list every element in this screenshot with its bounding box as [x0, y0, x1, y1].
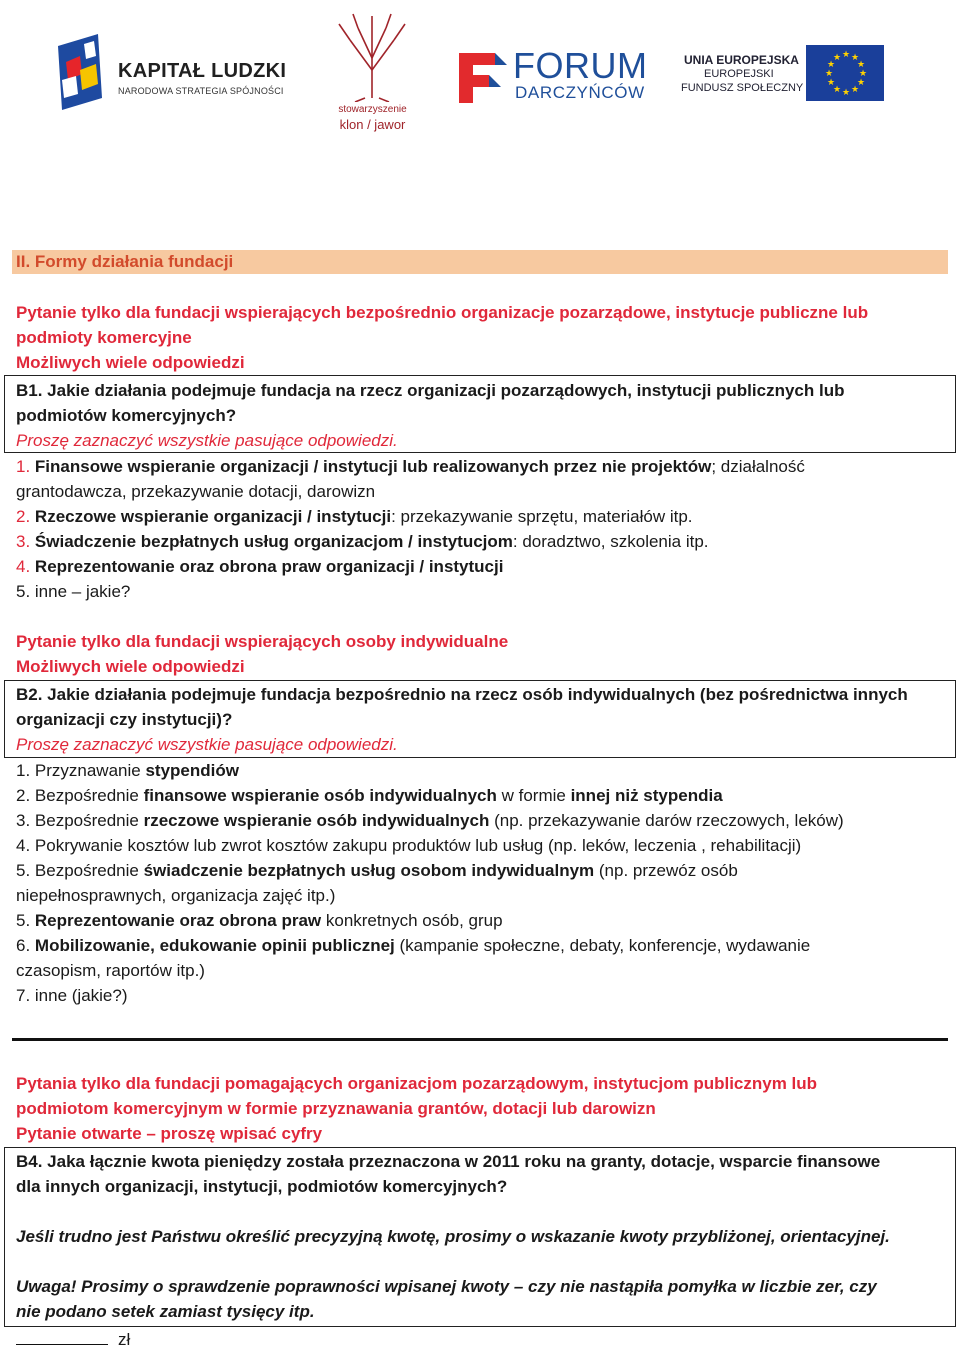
kapital-ludzki-subtitle: NARODOWA STRATEGIA SPÓJNOŚCI: [118, 86, 284, 96]
b1-note-line2: podmioty komercyjne: [16, 328, 192, 347]
ue-line1: UNIA EUROPEJSKA: [684, 53, 799, 67]
b4-question-line2: dla innych organizacji, instytucji, podmiotów komercyjnych?: [16, 1177, 508, 1196]
b1-option-3-bold: Świadczenie bezpłatnych usług organizacjom / instytucjom: [34, 532, 513, 551]
svg-text:★: ★: [859, 69, 868, 79]
b2-instruction: Proszę zaznaczyć wszystkie pasujące odpowiedzi.: [16, 735, 398, 754]
b2-option-3-bold: rzeczowe wspieranie osób indywidualnych: [143, 811, 490, 830]
b1-note-line1: Pytanie tylko dla fundacji wspierających bezpośrednio organizacje pozarządowe, instytucje publiczne lub: [16, 303, 869, 322]
ue-line2: EUROPEJSKI: [704, 68, 774, 80]
b2-option-2-bold2: innej niż stypendia: [570, 786, 723, 805]
b2-option-5-pre: 5. Bezpośrednie: [16, 861, 144, 880]
b1-option-3-rest: : doradztwo, szkolenia itp.: [512, 532, 709, 551]
b4-note-line3: Pytanie otwarte – proszę wpisać cyfry: [16, 1124, 323, 1143]
tree-icon: [325, 10, 420, 102]
b1-option-2-bold: Rzeczowe wspieranie organizacji / instytucji: [34, 507, 392, 526]
b2-option-5[interactable]: [16, 858, 738, 883]
b2-option-6-pre: 5.: [16, 911, 35, 930]
forum-line1: FORUM: [513, 45, 648, 86]
b2-option-2[interactable]: [16, 783, 723, 808]
svg-text:★: ★: [851, 53, 860, 63]
b4-warning-line1: Uwaga! Prosimy o sprawdzenie poprawności wpisanej kwoty – czy nie nastąpiła pomyłka w liczbie zer, czy: [16, 1277, 877, 1296]
b1-note-line3: Możliwych wiele odpowiedzi: [16, 353, 245, 372]
b2-option-5-rest: (np. przewóz osób: [594, 861, 738, 880]
klon-jawor-logo: [325, 10, 420, 138]
forum-darczyncow-logo: [455, 45, 648, 110]
b4-hint: Jeśli trudno jest Państwu określić precyzyjną kwotę, prosimy o wskazanie kwoty przybliżonej, orientacyjnej.: [16, 1227, 890, 1246]
b4-note-line1: Pytania tylko dla fundacji pomagających organizacjom pozarządowym, instytucjom publicznym lub: [16, 1074, 818, 1093]
b1-option-4[interactable]: [16, 554, 503, 579]
b1-option-3[interactable]: [16, 529, 709, 554]
b2-option-4[interactable]: 4. Pokrywanie kosztów lub zwrot kosztów zakupu produktów lub usług (np. leków, leczenia , rehabilitacji): [16, 836, 802, 855]
b2-option-5-bold: świadczenie bezpłatnych usług osobom indywidualnym: [143, 861, 595, 880]
b2-option-3[interactable]: [16, 808, 844, 833]
b1-option-1-bold: Finansowe wspieranie organizacji / instytucji lub realizowanych przez nie projektów: [34, 457, 712, 476]
svg-text:★: ★: [827, 78, 836, 88]
logo-strip: [0, 0, 960, 150]
b2-option-7-bold: Mobilizowanie, edukowanie opinii publicznej: [34, 936, 395, 955]
b2-option-6-rest: konkretnych osób, grup: [321, 911, 503, 930]
b4-note-line2: podmiotom komercyjnym w formie przyznawania grantów, dotacji lub darowizn: [16, 1099, 656, 1118]
ue-line3: FUNDUSZ SPOŁECZNY: [681, 82, 804, 94]
klon-jawor-line2: klon / jawor: [339, 117, 406, 132]
b1-option-2[interactable]: [16, 504, 693, 529]
b1-instruction: Proszę zaznaczyć wszystkie pasujące odpowiedzi.: [16, 431, 398, 450]
section-divider: [12, 1038, 948, 1041]
forum-emblem-icon: [455, 47, 509, 107]
kapital-ludzki-logo: [56, 30, 296, 115]
b2-option-2-pre: 2. Bezpośrednie: [16, 786, 144, 805]
b4-amount-field[interactable]: [16, 1327, 130, 1352]
eu-flag-icon: [806, 45, 884, 101]
b2-option-7-rest: (kampanie społeczne, debaty, konferencje, wydawanie: [394, 936, 811, 955]
b2-option-6-bold: Reprezentowanie oraz obrona praw: [34, 911, 322, 930]
svg-text:★: ★: [842, 50, 851, 60]
b2-option-1-bold: stypendiów: [145, 761, 239, 780]
b2-note-line1: Pytanie tylko dla fundacji wspierających osoby indywidualne: [16, 632, 509, 651]
b2-option-7-pre: 6.: [16, 936, 35, 955]
b2-option-3-rest: (np. przekazywanie darów rzeczowych, leków): [489, 811, 844, 830]
b1-option-1-rest: ; działalność: [711, 457, 805, 476]
b2-question-line2: organizacji czy instytucji)?: [16, 710, 233, 729]
svg-text:★: ★: [857, 60, 866, 70]
b2-option-6[interactable]: [16, 908, 503, 933]
b2-option-8[interactable]: 7. inne (jakie?): [16, 986, 128, 1005]
kapital-ludzki-emblem-icon: [56, 34, 106, 112]
b1-option-4-bold: Reprezentowanie oraz obrona praw organizacji / instytucji: [34, 557, 504, 576]
b2-option-3-pre: 3. Bezpośrednie: [16, 811, 144, 830]
section-title: II. Formy działania fundacji: [12, 250, 948, 274]
b1-question-line1: B1. Jakie działania podejmuje fundacja na rzecz organizacji pozarządowych, instytucji publicznych lub: [16, 381, 845, 400]
b2-option-2-mid: w formie: [496, 786, 571, 805]
b2-note-line2: Możliwych wiele odpowiedzi: [16, 657, 245, 676]
b2-option-7-line2: czasopism, raportów itp.): [16, 961, 205, 980]
b4-question-line1: B4. Jaka łącznie kwota pieniędzy została przeznaczona w 2011 roku na granty, dotacje, wsparcie finansowe: [16, 1152, 881, 1171]
b1-option-3-num: 3.: [16, 532, 31, 551]
b1-option-4-num: 4.: [16, 557, 31, 576]
b2-option-1[interactable]: [16, 758, 239, 783]
ue-logo: [678, 45, 888, 105]
forum-line2: DARCZYŃCÓW: [515, 83, 645, 102]
svg-text:★: ★: [827, 60, 836, 70]
b4-amount-blank[interactable]: [16, 1330, 108, 1345]
b1-option-1-num: 1.: [16, 457, 31, 476]
svg-text:★: ★: [833, 85, 842, 95]
kapital-ludzki-title: KAPITAŁ LUDZKI: [118, 60, 287, 82]
b2-question-line1: B2. Jakie działania podejmuje fundacja bezpośrednio na rzecz osób indywidualnych (bez pośrednictwa innych: [16, 685, 908, 704]
svg-text:★: ★: [825, 69, 834, 79]
b4-warning-line2: nie podano setek zamiast tysięcy itp.: [16, 1302, 315, 1321]
klon-jawor-line1: stowarzyszenie: [338, 104, 407, 115]
b1-option-1[interactable]: [16, 454, 805, 479]
b4-currency: zł: [118, 1330, 131, 1349]
svg-text:★: ★: [833, 53, 842, 63]
b2-option-1-pre: 1. Przyznawanie: [16, 761, 146, 780]
svg-text:★: ★: [857, 78, 866, 88]
svg-text:★: ★: [842, 88, 851, 98]
b1-option-5[interactable]: 5. inne – jakie?: [16, 582, 131, 601]
b2-option-5-line2: niepełnosprawnych, organizacja zajęć itp.): [16, 886, 336, 905]
b1-option-2-num: 2.: [16, 507, 31, 526]
b2-option-2-bold: finansowe wspieranie osób indywidualnych: [143, 786, 497, 805]
b1-option-1-line2: grantodawcza, przekazywanie dotacji, darowizn: [16, 482, 376, 501]
b2-option-7[interactable]: [16, 933, 810, 958]
svg-text:★: ★: [851, 85, 860, 95]
b1-option-2-rest: : przekazywanie sprzętu, materiałów itp.: [391, 507, 693, 526]
b1-question-line2: podmiotów komercyjnych?: [16, 406, 237, 425]
